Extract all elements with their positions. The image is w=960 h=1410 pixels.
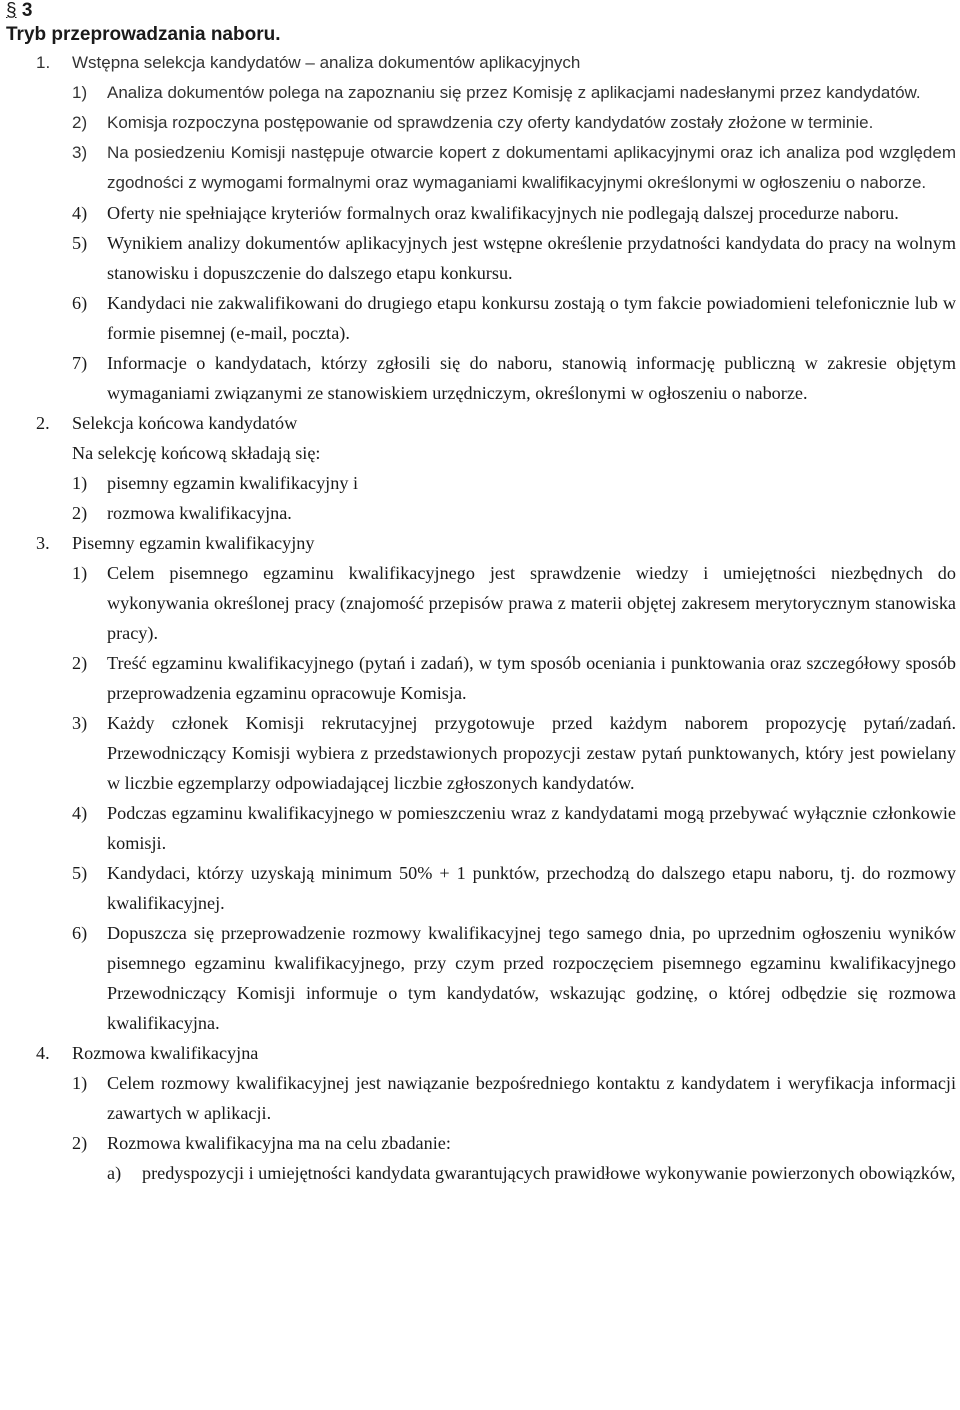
list-item — [0, 918, 960, 1038]
item-text: Kandydaci nie zakwalifikowani do drugiego etapu konkursu zostają o tym fakcie powiadomieni telefonicznie lub w formie pisemnej (e-mail, poczta). — [107, 293, 956, 343]
list-item — [0, 498, 960, 528]
section-intro: Na selekcję końcową składają się: — [72, 443, 321, 463]
list-item — [0, 78, 960, 108]
item-number: 4) — [72, 803, 88, 823]
item-text: Dopuszcza się przeprowadzenie rozmowy kwalifikacyjnej tego samego dnia, po uprzednim ogłoszeniu wyników pisemnego egzaminu kwalifikacyjnego, przy czym przed rozpoczęciem pisemnego egzaminu kwalifikacyjnego Przewodniczący Komisji informuje o tym kandydatów, wskazując godzinę, o której odbędzie się rozmowa kwalifikacyjna. — [107, 923, 956, 1033]
list-item — [0, 858, 960, 918]
item-text: Podczas egzaminu kwalifikacyjnego w pomieszczeniu wraz z kandydatami mogą przebywać wyłącznie członkowie komisji. — [107, 803, 956, 853]
item-number: 1) — [72, 563, 88, 583]
list-item — [0, 138, 960, 198]
section-number: 3. — [36, 533, 50, 553]
list-item — [0, 468, 960, 498]
item-number: 2) — [72, 1133, 88, 1153]
paragraph-number: 3 — [21, 0, 33, 21]
list-item — [0, 198, 960, 228]
item-text: Analiza dokumentów polega na zapoznaniu się przez Komisję z aplikacjami nadesłanymi przez kandydatów. — [107, 83, 921, 102]
list-item — [0, 648, 960, 708]
item-text: pisemny egzamin kwalifikacyjny i — [107, 473, 359, 493]
item-number: 5) — [72, 233, 88, 253]
section-3-heading — [0, 528, 960, 558]
sub-item-letter: a) — [107, 1163, 122, 1183]
item-number: 2) — [72, 653, 88, 673]
list-item — [0, 228, 960, 288]
sub-item-text: predyspozycji i umiejętności kandydata gwarantujących prawidłowe wykonywanie powierzonych obowiązków, — [142, 1163, 956, 1183]
section-number: 4. — [36, 1043, 50, 1063]
item-text: Kandydaci, którzy uzyskają minimum 50% + 1 punktów, przechodzą do dalszego etapu naboru, tj. do rozmowy kwalifikacyjnej. — [107, 863, 956, 913]
section-number: 1. — [36, 53, 51, 72]
item-text: Komisja rozpoczyna postępowanie od sprawdzenia czy oferty kandydatów zostały złożone w terminie. — [107, 113, 874, 132]
item-number: 2) — [72, 113, 88, 132]
item-number: 1) — [72, 1073, 88, 1093]
item-number: 3) — [72, 713, 88, 733]
list-item — [0, 708, 960, 798]
item-number: 6) — [72, 923, 88, 943]
section-1-heading — [0, 48, 960, 78]
item-number: 7) — [72, 353, 88, 373]
item-number: 3) — [72, 143, 88, 162]
item-text: Informacje o kandydatach, którzy zgłosili się do naboru, stanowią informację publiczną w zakresie objętym wymaganiami związanymi ze stanowiskiem urzędniczym, określonymi w ogłoszeniu o naborze. — [107, 353, 956, 403]
list-item — [0, 558, 960, 648]
section-number: 2. — [36, 413, 50, 433]
item-number: 4) — [72, 203, 88, 223]
section-title: Pisemny egzamin kwalifikacyjny — [72, 533, 315, 553]
item-text: Oferty nie spełniające kryteriów formalnych oraz kwalifikacyjnych nie podlegają dalszej procedurze naboru. — [107, 203, 899, 223]
section-title: Rozmowa kwalifikacyjna — [72, 1043, 259, 1063]
list-item — [0, 1068, 960, 1128]
item-text: Rozmowa kwalifikacyjna ma na celu zbadanie: — [107, 1133, 451, 1153]
item-text: Celem rozmowy kwalifikacyjnej jest nawiązanie bezpośredniego kontaktu z kandydatem i weryfikacja informacji zawartych w aplikacji. — [107, 1073, 956, 1123]
item-text: Na posiedzeniu Komisji następuje otwarcie kopert z dokumentami aplikacyjnymi oraz ich analiza pod względem zgodności z wymogami formalnymi oraz wymaganiami kwalifikacyjnymi określonymi w ogłoszeniu o naborze. — [107, 143, 956, 192]
item-number: 1) — [72, 83, 88, 102]
item-number: 6) — [72, 293, 88, 313]
section-4-heading — [0, 1038, 960, 1068]
item-text: Treść egzaminu kwalifikacyjnego (pytań i zadań), w tym sposób oceniania i punktowania oraz szczegółowy sposób przeprowadzenia egzaminu opracowuje Komisja. — [107, 653, 956, 703]
section-sign: § — [6, 0, 17, 21]
section-title: Wstępna selekcja kandydatów – analiza dokumentów aplikacyjnych — [72, 53, 581, 72]
item-text: rozmowa kwalifikacyjna. — [107, 503, 292, 523]
item-number: 2) — [72, 503, 88, 523]
item-text: Celem pisemnego egzaminu kwalifikacyjnego jest sprawdzenie wiedzy i umiejętności niezbędnych do wykonywania określonej pracy (znajomość przepisów prawa z materii objętej zakresem merytorycznym stanowiska pracy). — [107, 563, 956, 643]
list-item — [0, 108, 960, 138]
item-number: 5) — [72, 863, 88, 883]
sub-list-item — [0, 1158, 960, 1188]
item-text: Wynikiem analizy dokumentów aplikacyjnych jest wstępne określenie przydatności kandydata do pracy na wolnym stanowisku i dopuszczenie do dalszego etapu konkursu. — [107, 233, 956, 283]
list-item — [0, 288, 960, 348]
section-2-heading — [0, 408, 960, 438]
paragraph-heading — [6, 0, 960, 22]
list-item — [0, 348, 960, 408]
list-item — [0, 798, 960, 858]
document-title: Tryb przeprowadzania naboru. — [6, 24, 281, 45]
item-text: Każdy członek Komisji rekrutacyjnej przygotowuje przed każdym naborem propozycję pytań/zadań. Przewodniczący Komisji wybiera z przedstawionych propozycji zestaw pytań punktowanych, który jest powielany w liczbie egzemplarzy odpowiadającej liczbie zgłoszonych kandydatów. — [107, 713, 956, 793]
list-item — [0, 1128, 960, 1158]
section-title: Selekcja końcowa kandydatów — [72, 413, 298, 433]
item-number: 1) — [72, 473, 88, 493]
